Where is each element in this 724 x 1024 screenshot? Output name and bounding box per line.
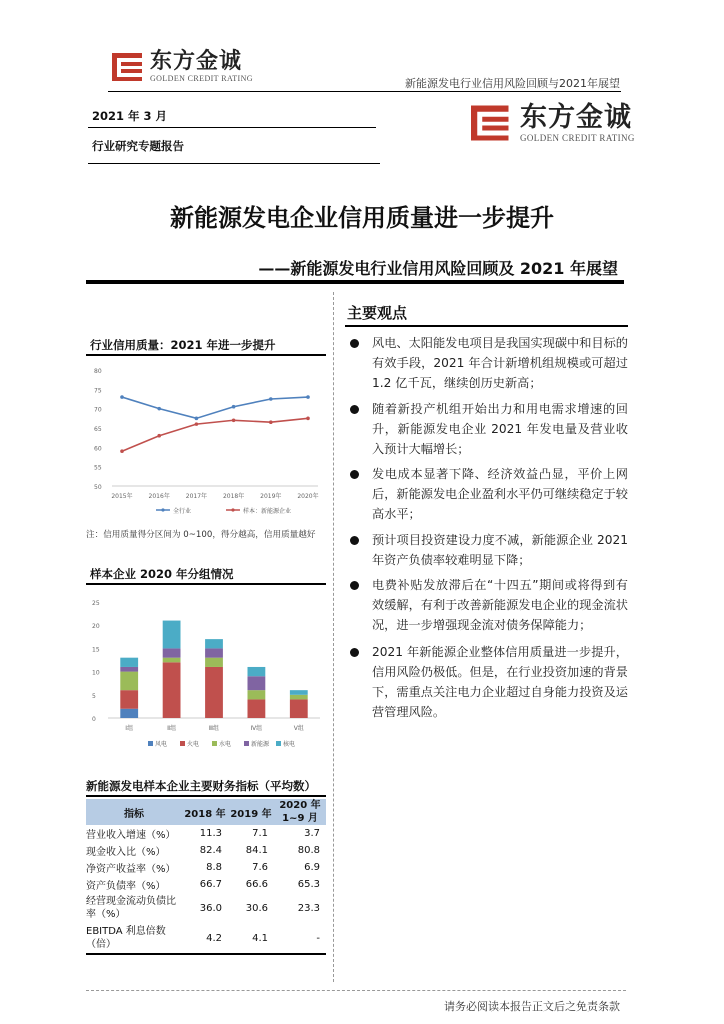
x-tick-label: 2018年 bbox=[222, 493, 245, 500]
report-type: 行业研究专题报告 bbox=[92, 139, 184, 153]
y-tick-label: 70 bbox=[94, 406, 102, 414]
header-logo bbox=[110, 50, 253, 83]
footer-rule bbox=[86, 990, 626, 991]
legend-label: 新能源 bbox=[251, 741, 270, 748]
data-point bbox=[120, 449, 124, 453]
cell: - bbox=[316, 932, 320, 944]
legend-label: 水电 bbox=[219, 741, 232, 748]
page-subtitle: ——新能源发电行业信用风险回顾及 2021 年展望 bbox=[258, 259, 618, 278]
bar-segment bbox=[247, 699, 265, 718]
cell: 80.8 bbox=[297, 845, 320, 856]
table-top-rule bbox=[86, 795, 326, 797]
y-tick-label: 5 bbox=[92, 692, 96, 700]
bullet-icon bbox=[350, 405, 359, 414]
chart2-stacked-bar-chart bbox=[86, 588, 326, 758]
chart1-line-chart bbox=[86, 358, 326, 518]
bullet-icon bbox=[350, 470, 359, 479]
bullet-icon bbox=[350, 339, 359, 348]
y-tick-label: 60 bbox=[94, 445, 102, 453]
bar-segment bbox=[120, 690, 138, 709]
key-point-item: 2021 年新能源企业整体信用质量进一步提升，信用风险仍极低。但是，在行业投资加速的背景下，需重点关注电力企业超过自身能力投资及运营管理风险。 bbox=[372, 645, 628, 719]
y-tick-label: 65 bbox=[94, 426, 102, 433]
legend-swatch bbox=[276, 741, 281, 746]
legend-swatch bbox=[244, 741, 249, 746]
legend-label: 核电 bbox=[283, 741, 296, 748]
row-label: 现金收入比（%） bbox=[86, 847, 166, 858]
brand-logo-icon bbox=[110, 51, 146, 83]
x-tick-label: Ⅰ组 bbox=[125, 725, 134, 732]
table-row bbox=[86, 923, 326, 954]
data-point bbox=[120, 395, 124, 399]
cover-logo-en: GOLDEN CREDIT RATING bbox=[520, 132, 635, 143]
table-heading: 新能源发电样本企业主要财务指标（平均数） bbox=[86, 779, 316, 793]
cell: 4.1 bbox=[252, 932, 268, 944]
chart2-rule bbox=[86, 583, 326, 585]
legend-marker bbox=[231, 508, 234, 511]
bar-segment bbox=[120, 672, 138, 691]
series-line bbox=[122, 418, 308, 451]
key-point-item: 发电成本显著下降、经济效益凸显，平价上网后，新能源发电企业盈利水平仍可继续稳定于较高水平； bbox=[372, 467, 628, 521]
key-point-item: 预计项目投资建设力度不减，新能源企业 2021 年资产负债率较难明显下降； bbox=[372, 533, 628, 567]
table-row bbox=[86, 876, 326, 893]
title-rule bbox=[86, 280, 624, 284]
row-label: 营业收入增速（%） bbox=[86, 830, 176, 841]
legend-swatch bbox=[180, 741, 185, 746]
y-tick-label: 10 bbox=[92, 669, 100, 677]
table-row bbox=[86, 842, 326, 859]
data-point bbox=[306, 417, 310, 421]
data-point bbox=[157, 434, 161, 438]
data-point bbox=[195, 417, 199, 421]
cell: 7.1 bbox=[252, 828, 268, 839]
legend-label: 风电 bbox=[155, 741, 168, 748]
y-tick-label: 15 bbox=[92, 646, 100, 654]
bar-segment bbox=[290, 690, 308, 695]
cell: 4.2 bbox=[206, 932, 222, 944]
x-tick-label: Ⅴ组 bbox=[293, 725, 304, 732]
cover-logo-cn: 东方金诚 bbox=[520, 101, 632, 133]
y-tick-label: 25 bbox=[92, 600, 100, 607]
header-rule bbox=[108, 91, 621, 92]
data-point bbox=[195, 422, 199, 426]
x-tick-label: Ⅱ组 bbox=[167, 725, 177, 732]
series-line bbox=[122, 397, 308, 418]
bar-segment bbox=[120, 667, 138, 672]
col-header: 2018 年 bbox=[184, 808, 226, 820]
x-tick-label: 2015年 bbox=[111, 493, 133, 500]
legend-marker bbox=[161, 508, 164, 511]
y-tick-label: 80 bbox=[94, 368, 102, 375]
bar-segment bbox=[247, 667, 265, 676]
bar-segment bbox=[163, 658, 181, 663]
cell: 30.6 bbox=[245, 902, 268, 914]
key-point-item: 随着新投产机组开始出力和用电需求增速的回升，新能源发电企业 2021 年发电量及营业收入预计大幅增长； bbox=[372, 402, 628, 456]
y-tick-label: 0 bbox=[92, 716, 96, 723]
bar-segment bbox=[205, 658, 223, 667]
date-rule bbox=[88, 127, 376, 128]
data-point bbox=[232, 418, 236, 422]
row-label: EBITDA 利息倍数（倍） bbox=[86, 926, 166, 950]
key-point-item: 风电、太阳能发电项目是我国实现碳中和目标的有效手段，2021 年合计新增机组规模或可超过 1.2 亿千瓦，继续创历史新高； bbox=[372, 336, 628, 390]
logo-en: GOLDEN CREDIT RATING bbox=[150, 74, 253, 83]
table-row bbox=[86, 825, 326, 842]
bullet-icon bbox=[350, 648, 359, 657]
page-title: 新能源发电企业信用质量进一步提升 bbox=[170, 204, 554, 232]
chart1-note: 注：信用质量得分区间为 0~100，得分越高，信用质量越好 bbox=[86, 530, 316, 540]
cell: 65.3 bbox=[297, 879, 320, 890]
running-title: 新能源发电行业信用风险回顾与2021年展望 bbox=[405, 77, 620, 90]
data-point bbox=[157, 407, 161, 411]
y-tick-label: 20 bbox=[92, 623, 100, 631]
x-tick-label: 2016年 bbox=[148, 493, 170, 500]
chart1-rule bbox=[86, 354, 326, 356]
cell: 23.3 bbox=[297, 902, 320, 914]
bullet-icon bbox=[350, 581, 359, 590]
bar-segment bbox=[163, 621, 181, 649]
financial-table bbox=[86, 799, 326, 955]
legend-label: 样本：新能源企业 bbox=[243, 508, 292, 515]
bar-segment bbox=[290, 695, 308, 700]
table-header-row bbox=[86, 799, 326, 825]
y-tick-label: 55 bbox=[94, 464, 102, 472]
bar-segment bbox=[163, 648, 181, 657]
x-tick-label: 2017年 bbox=[185, 493, 208, 500]
col-header: 2020 年 1~9 月 bbox=[279, 800, 321, 824]
y-tick-label: 75 bbox=[94, 387, 102, 395]
footer-disclaimer: 请务必阅读本报告正文后之免责条款 bbox=[444, 1000, 620, 1013]
bar-segment bbox=[205, 639, 223, 648]
x-tick-label: Ⅲ组 bbox=[208, 725, 220, 732]
legend-label: 火电 bbox=[187, 741, 200, 748]
brand-logo-large-icon bbox=[468, 103, 514, 143]
bullet-icon bbox=[350, 536, 359, 545]
data-point bbox=[306, 395, 310, 399]
row-label: 经营现金流动负债比率（%） bbox=[86, 896, 176, 920]
cover-logo bbox=[468, 103, 635, 143]
report-date: 2021 年 3 月 bbox=[92, 109, 168, 123]
bar-segment bbox=[247, 690, 265, 699]
row-label: 资产负债率（%） bbox=[86, 881, 166, 892]
chart2-heading: 样本企业 2020 年分组情况 bbox=[90, 567, 234, 581]
type-rule bbox=[88, 163, 380, 164]
cell: 82.4 bbox=[199, 845, 222, 856]
row-label: 净资产收益率（%） bbox=[86, 864, 176, 875]
cell: 84.1 bbox=[245, 845, 268, 856]
legend-swatch bbox=[148, 741, 153, 746]
legend-swatch bbox=[212, 741, 217, 746]
col-header: 2019 年 bbox=[230, 808, 272, 820]
chart1-heading: 行业信用质量：2021 年进一步提升 bbox=[90, 338, 276, 352]
x-tick-label: Ⅳ组 bbox=[250, 725, 263, 732]
y-tick-label: 50 bbox=[94, 484, 102, 491]
cell: 6.9 bbox=[304, 862, 320, 873]
key-points-rule bbox=[345, 325, 628, 327]
cell: 8.8 bbox=[206, 862, 222, 873]
x-tick-label: 2019年 bbox=[260, 493, 282, 500]
key-point-item: 电费补贴发放滞后在“十四五”期间或将得到有效缓解，有利于改善新能源发电企业的现金流状况，进一步增强现金流对债务保障能力； bbox=[372, 578, 628, 632]
key-points-heading: 主要观点 bbox=[347, 304, 408, 322]
data-point bbox=[269, 420, 273, 424]
bar-segment bbox=[205, 648, 223, 657]
cell: 66.7 bbox=[199, 879, 222, 890]
column-divider bbox=[333, 292, 334, 982]
col-header: 指标 bbox=[124, 808, 144, 820]
bar-segment bbox=[120, 709, 138, 718]
logo-cn: 东方金诚 bbox=[150, 48, 243, 74]
data-point bbox=[232, 405, 236, 409]
table-row bbox=[86, 859, 326, 876]
cell: 66.6 bbox=[245, 879, 268, 890]
bar-segment bbox=[205, 667, 223, 718]
cell: 36.0 bbox=[199, 902, 222, 914]
cell: 7.6 bbox=[252, 862, 268, 873]
legend-label: 全行业 bbox=[173, 508, 192, 515]
bar-segment bbox=[163, 662, 181, 718]
bar-segment bbox=[247, 676, 265, 690]
bar-segment bbox=[290, 699, 308, 718]
bar-segment bbox=[120, 658, 138, 667]
table-row bbox=[86, 893, 326, 923]
data-point bbox=[269, 397, 273, 401]
x-tick-label: 2020年 bbox=[297, 493, 319, 500]
cell: 3.7 bbox=[304, 828, 320, 839]
cell: 11.3 bbox=[199, 828, 222, 839]
